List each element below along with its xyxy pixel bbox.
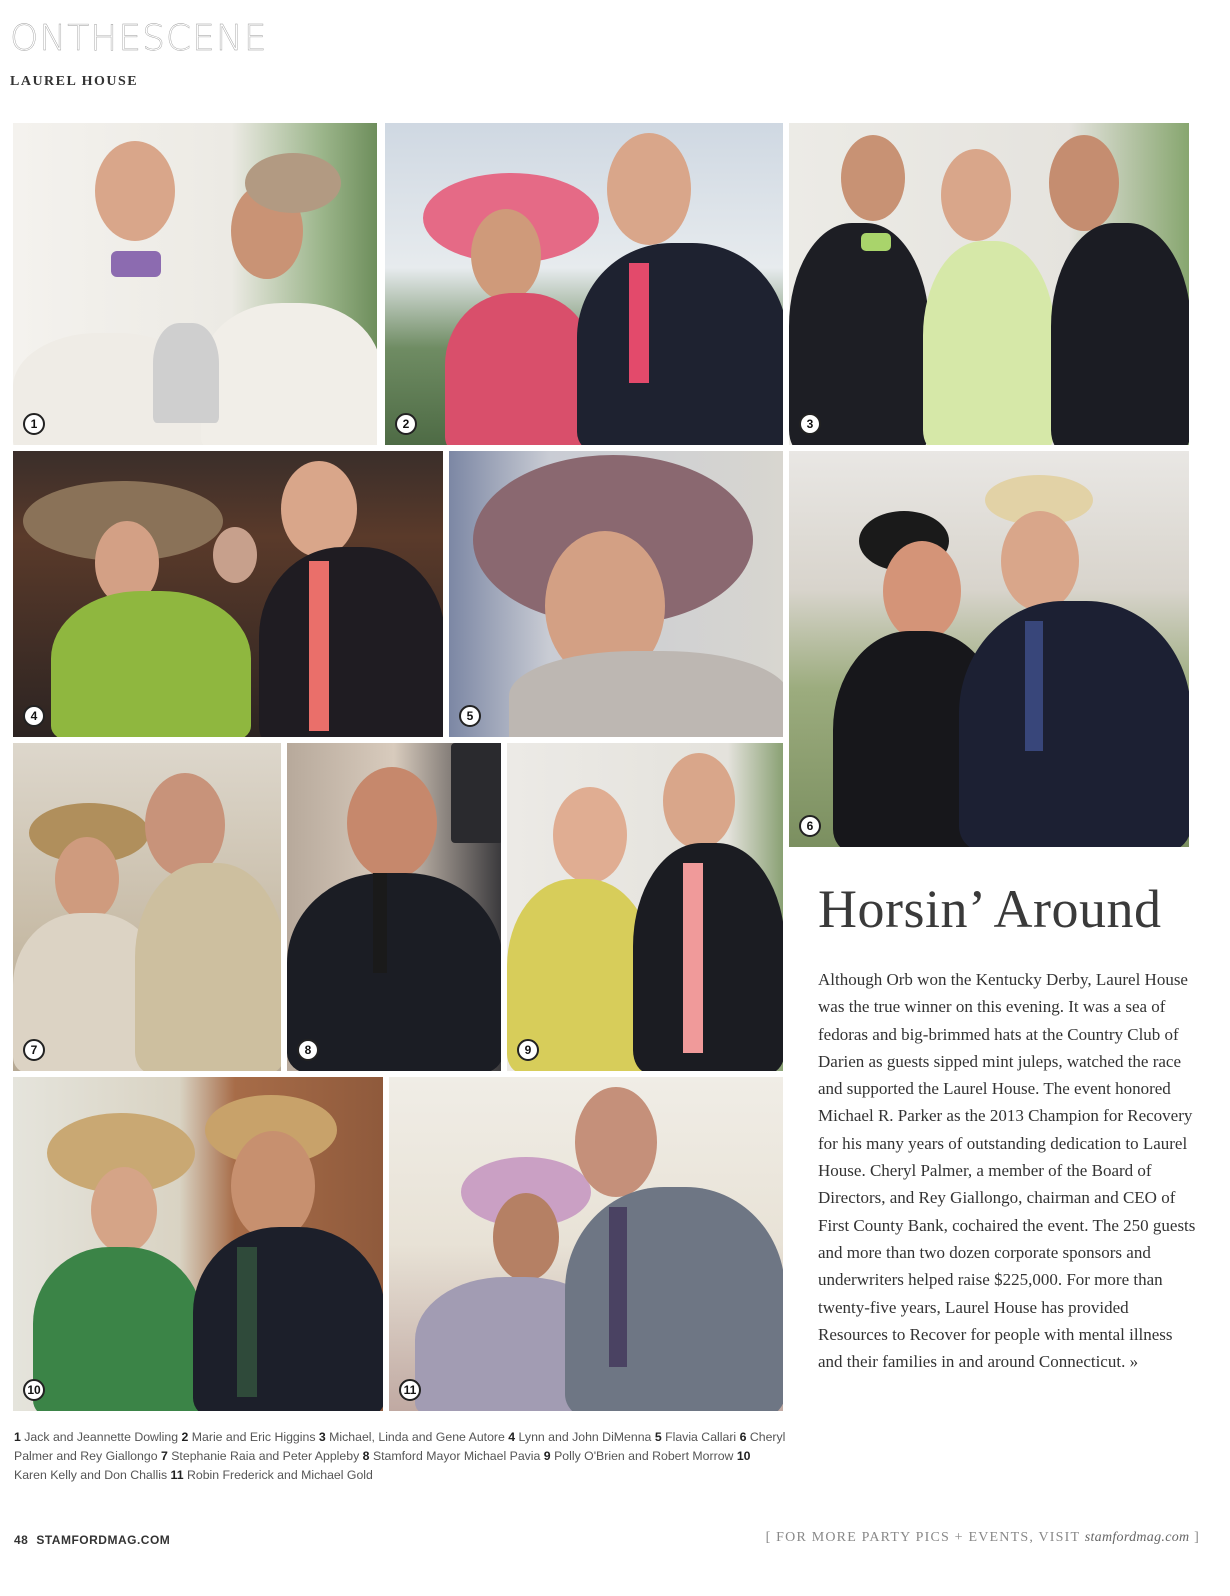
photo-number: 3	[799, 413, 821, 435]
photo-10	[12, 1076, 384, 1412]
article-body	[818, 966, 1196, 1375]
caption-1: 1 Jack and Jeannette Dowling	[14, 1430, 179, 1444]
footer-promo	[766, 1530, 1200, 1546]
caption-5: 5 Flavia Callari	[654, 1430, 737, 1444]
photo-7	[12, 742, 282, 1072]
photo-number: 8	[297, 1039, 319, 1061]
caption-9: 9 Polly O'Brien and Robert Morrow	[543, 1449, 734, 1463]
photo-number: 6	[799, 815, 821, 837]
section-subtitle: LAUREL HOUSE	[10, 74, 139, 89]
footer-folio	[14, 1533, 178, 1547]
caption-6: 6 Cheryl Palmer and Rey Giallongo	[14, 1430, 786, 1463]
caption-8: 8 Stamford Mayor Michael Pavia	[362, 1449, 541, 1463]
promo-text: [ FOR MORE PARTY PICS + EVENTS, VISIT	[765, 1530, 1081, 1545]
photo-8	[286, 742, 502, 1072]
caption-7: 7 Stephanie Raia and Peter Appleby	[160, 1449, 360, 1463]
photo-number: 4	[23, 705, 45, 727]
end-mark: »	[1129, 1352, 1139, 1372]
promo-close: ]	[1194, 1530, 1200, 1545]
photo-number: 9	[517, 1039, 539, 1061]
caption-3: 3 Michael, Linda and Gene Autore	[318, 1430, 505, 1444]
article-headline: Horsin’ Around	[818, 879, 1162, 939]
photo-number: 1	[23, 413, 45, 435]
photo-captions	[14, 1428, 786, 1485]
site-name: STAMFORDMAG.COM	[36, 1533, 171, 1547]
photo-6	[788, 450, 1190, 848]
section-title: ONTHESCENE	[10, 18, 268, 59]
photo-number: 11	[399, 1379, 421, 1401]
page-number: 48	[14, 1533, 29, 1547]
photo-2	[384, 122, 784, 446]
photo-5	[448, 450, 784, 738]
caption-4: 4 Lynn and John DiMenna	[508, 1430, 652, 1444]
photo-11	[388, 1076, 784, 1412]
photo-3	[788, 122, 1190, 446]
promo-url[interactable]: stamfordmag.com	[1084, 1530, 1190, 1545]
caption-2: 2 Marie and Eric Higgins	[181, 1430, 316, 1444]
photo-4	[12, 450, 444, 738]
photo-9	[506, 742, 784, 1072]
photo-1	[12, 122, 378, 446]
photo-number: 10	[23, 1379, 45, 1401]
caption-10: 10 Karen Kelly and Don Challis	[14, 1449, 751, 1482]
photo-number: 2	[395, 413, 417, 435]
article-body-text: Although Orb won the Kentucky Derby, Laurel House was the true winner on this evening. It was a sea of fedoras and big-brimmed hats at the Country Club of Darien as guests sipped mint juleps, watched the race and supported the Laurel House. The event honored Michael R. Parker as the 2013 Champion for Recovery for his many years of outstanding dedication to Laurel House. Cheryl Palmer, a member of the Board of Directors, and Rey Giallongo, chairman and CEO of First County Bank, cochaired the event. The 250 guests and more than two dozen corporate sponsors and underwriters helped raise $225,000. For more than twenty-five years, Laurel House has provided Resources to Recover for people with mental illness and their families in and around Connecticut.	[818, 970, 1196, 1372]
caption-11: 11 Robin Frederick and Michael Gold	[170, 1468, 373, 1482]
photo-number: 5	[459, 705, 481, 727]
photo-number: 7	[23, 1039, 45, 1061]
